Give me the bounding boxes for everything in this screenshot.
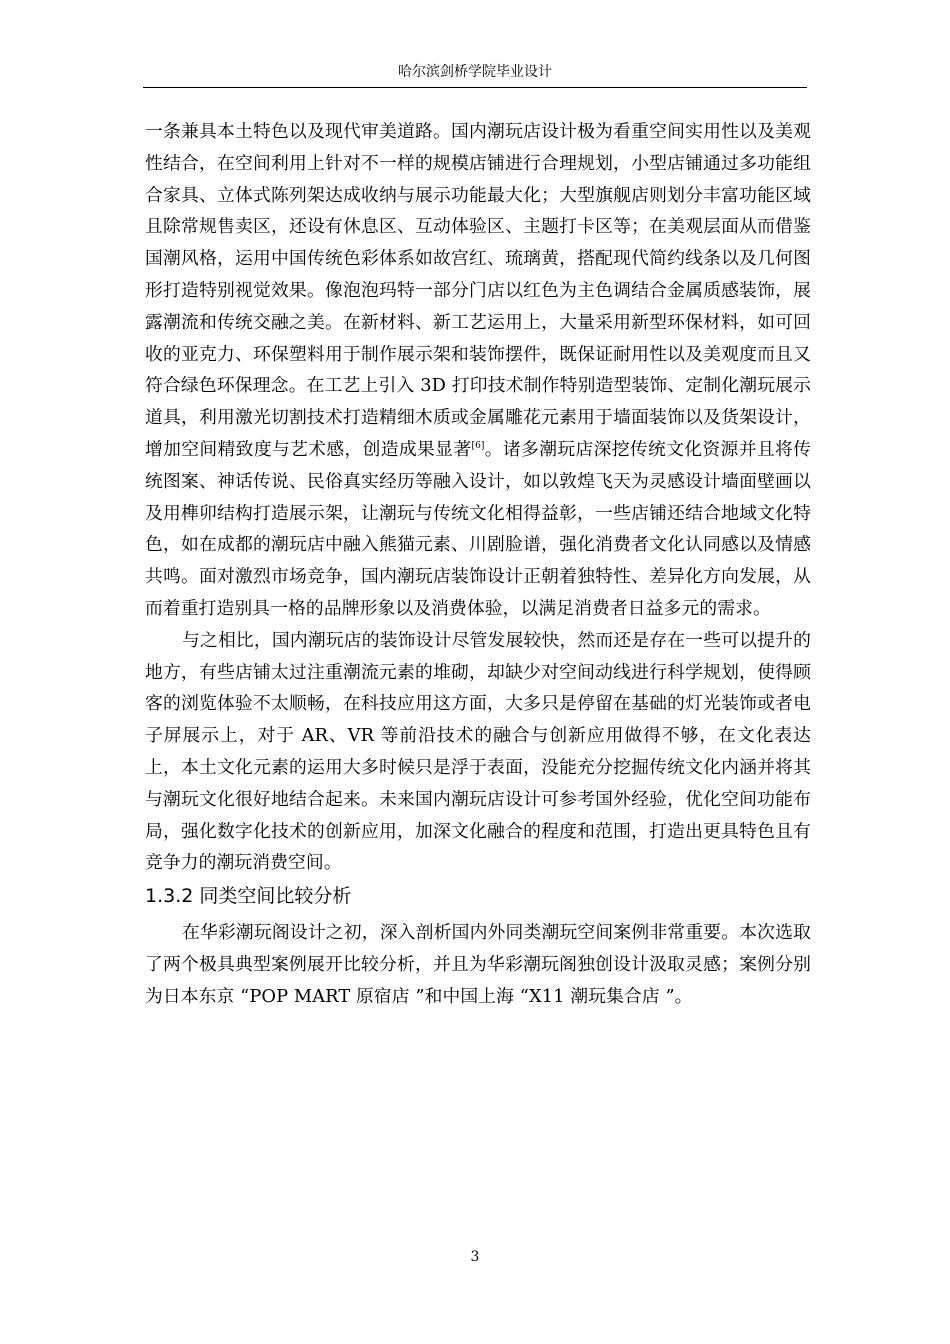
paragraph-3: 在华彩潮玩阁设计之初，深入剖析国内外同类潮玩空间案例非常重要。本次选取了两个极具典型案例展开比较分析，并且为华彩潮玩阁独创设计汲取灵感；案例分别为日本东京 “POP MART 原宿店 ”和中国上海 “X11 潮玩集合店 ”。 xyxy=(145,922,811,1007)
body-text xyxy=(145,116,811,1013)
running-header: 哈尔滨剑桥学院毕业设计 xyxy=(398,64,552,80)
citation-marker: [6] xyxy=(471,440,485,451)
paragraph-2: 与之相比，国内潮玩店的装饰设计尽管发展较快，然而还是存在一些可以提升的地方，有些店铺太过注重潮流元素的堆砌，却缺少对空间动线进行科学规划，使得顾客的浏览体验不太顺畅，在科技应用这方面，大多只是停留在基础的灯光装饰或者电子屏展示上，对于 AR、VR 等前沿技术的融合与创新应用做得不够，在文化表达上，本土文化元素的运用大多时候只是浮于表面，没能充分挖掘传统文化内涵并将其与潮玩文化很好地结合起来。未来国内潮玩店设计可参考国外经验，优化空间功能布局，强化数字化技术的创新应用，加深文化融合的程度和范围，打造出更具特色且有竞争力的潮玩消费空间。 xyxy=(145,629,811,874)
page-number: 3 xyxy=(470,1249,480,1265)
paragraph-1-text: 一条兼具本土特色以及现代审美道路。国内潮玩店设计极为看重空间实用性以及美观性结合，在空间利用上针对不一样的规模店铺进行合理规划，小型店铺通过多功能组合家具、立体式陈列架达成收纳与展示功能最大化；大型旗舰店则划分丰富功能区域且除常规售卖区，还设有休息区、互动体验区、主题打卡区等；在美观层面从而借鉴国潮风格，运用中国传统色彩体系如故宫红、琉璃黄，搭配现代简约线条以及几何图形打造特别视觉效果。像泡泡玛特一部分门店以红色为主色调结合金属质感装饰，展露潮流和传统交融之美。在新材料、新工艺运用上，大量采用新型环保材料，如可回收的亚克力、环保塑料用于制作展示架和装饰摆件，既保证耐用性以及美观度而且又符合绿色环保理念。在工艺上引入 3D 打印技术制作特别造型装饰、定制化潮玩展示道具，利用激光切割技术打造精细木质或金属雕花元素用于墙面装饰以及货架设计，增加空间精致度与艺术感，创造成果显著 xyxy=(145,121,811,460)
paragraph-1-continuation: 。诸多潮玩店深挖传统文化资源并且将传统图案、神话传说、民俗真实经历等融入设计，如以敦煌飞天为灵感设计墙面壁画以及用榫卯结构打造展示架，让潮玩与传统文化相得益彰，一些店铺还结合地域文化特色，如在成都的潮玩店中融入熊猫元素、川剧脸谱，强化消费者文化认同感以及情感共鸣。面对激烈市场竞争，国内潮玩店装饰设计正朝着独特性、差异化方向发展，从而着重打造别具一格的品牌形象以及消费体验，以满足消费者日益多元的需求。 xyxy=(145,438,811,619)
paragraph-1 xyxy=(145,116,811,625)
section-heading: 1.3.2 同类空间比较分析 xyxy=(145,885,352,908)
header-rule xyxy=(143,87,807,88)
